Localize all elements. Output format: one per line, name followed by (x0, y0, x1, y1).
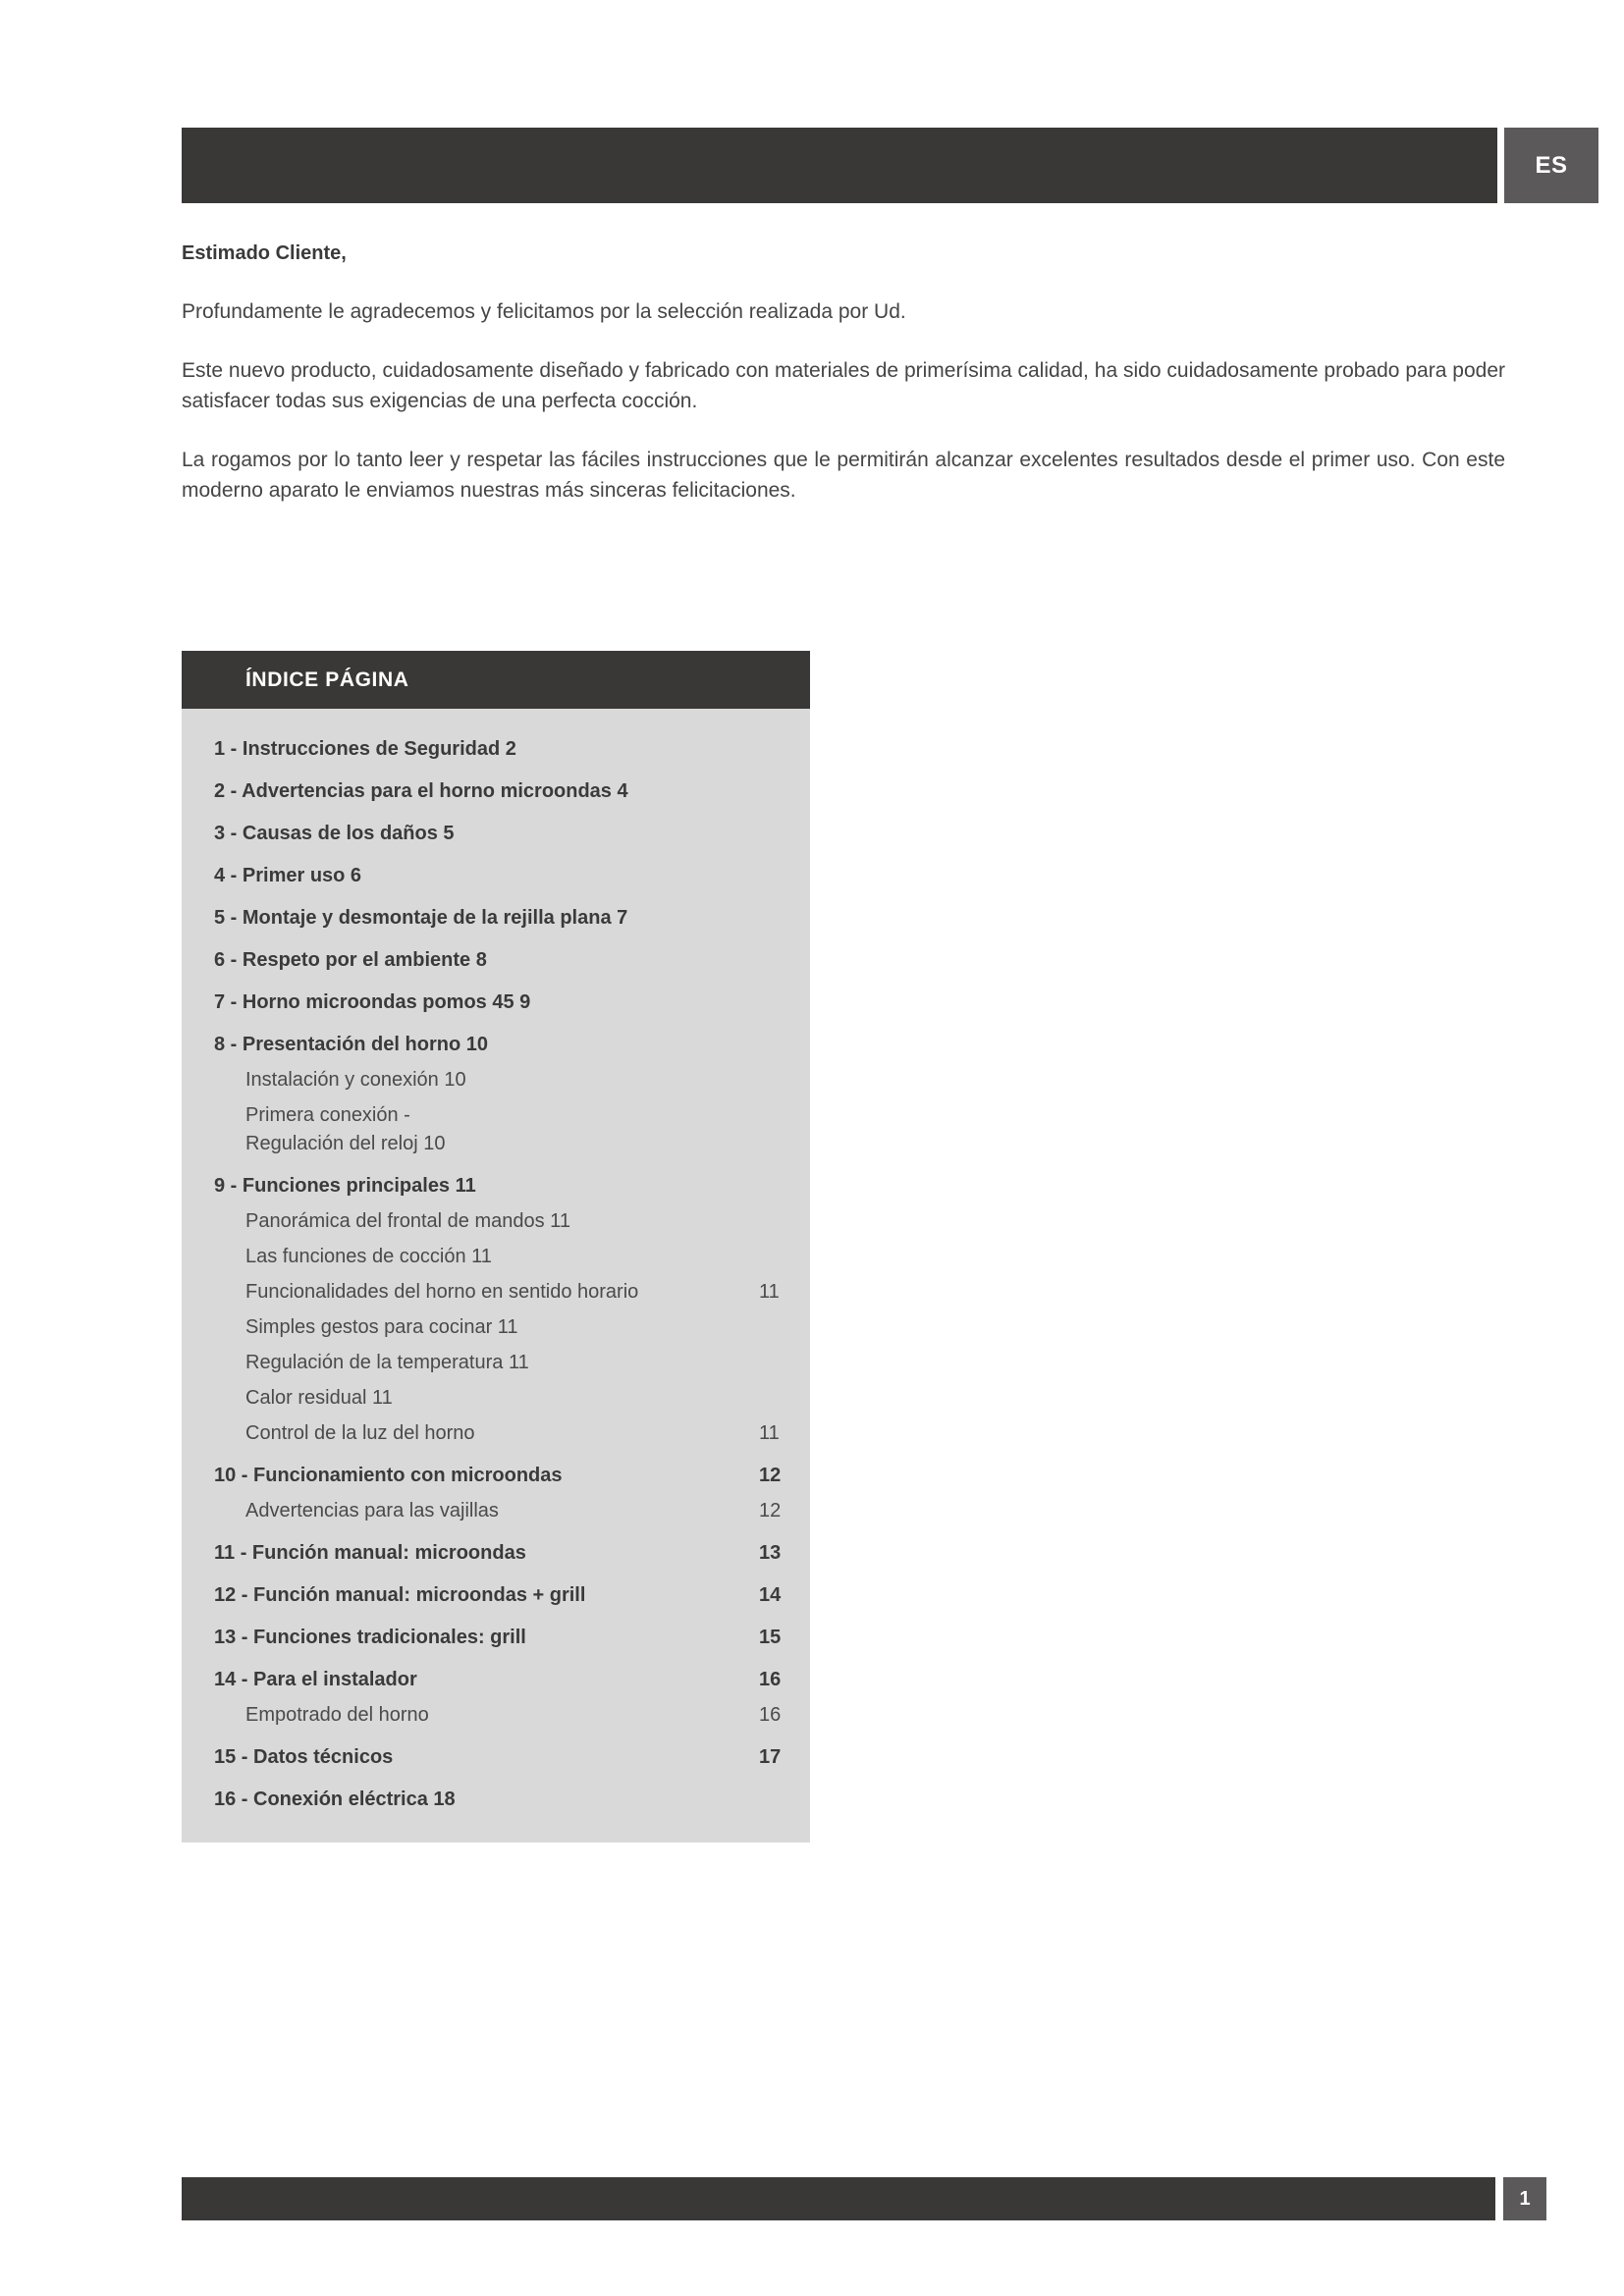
toc-item-label: 3 - Causas de los daños 5 (214, 823, 455, 844)
toc-item-page: 17 (759, 1746, 782, 1768)
toc-item-label: 7 - Horno microondas pomos 45 9 (214, 991, 531, 1013)
toc-item-label: Regulación de la temperatura 11 (245, 1352, 529, 1373)
intro-paragraph: Profundamente le agradecemos y felicitamos por la selección realizada por Ud. (182, 300, 906, 323)
toc-item-label: 1 - Instrucciones de Seguridad 2 (214, 738, 516, 760)
toc-item-label: 10 - Funcionamiento con microondas (214, 1465, 563, 1486)
toc-list (182, 709, 810, 1842)
toc-item (182, 1498, 810, 1524)
toc-item (182, 947, 810, 974)
toc-item-label: Calor residual 11 (245, 1387, 393, 1409)
toc-item (182, 1463, 810, 1489)
intro-section (182, 239, 1505, 534)
toc-item-page: 12 (759, 1465, 782, 1486)
toc-item-label: Simples gestos para cocinar 11 (245, 1316, 518, 1338)
toc-item (182, 821, 810, 847)
toc-item (182, 1420, 810, 1447)
toc-item (182, 1244, 810, 1270)
toc-item-label: Control de la luz del horno (245, 1422, 475, 1444)
toc-item (182, 905, 810, 932)
toc-item (182, 1625, 810, 1651)
footer-bar (182, 2177, 1495, 2220)
toc-item (182, 736, 810, 763)
toc-item-page: 16 (759, 1704, 782, 1726)
toc-item (182, 1173, 810, 1200)
toc-item-page: 16 (759, 1669, 782, 1690)
header-bar (182, 128, 1497, 203)
toc-item (182, 1067, 810, 1094)
toc-item (182, 989, 810, 1016)
page-number-badge (1503, 2177, 1546, 2220)
toc-item-label: 9 - Funciones principales 11 (214, 1175, 476, 1197)
page-number: 1 (1519, 2187, 1531, 2210)
toc-item-label: Advertencias para las vajillas (245, 1500, 499, 1522)
toc-item (182, 1131, 810, 1157)
toc-item-label: Regulación del reloj 10 (245, 1133, 446, 1154)
toc-item-label: 8 - Presentación del horno 10 (214, 1034, 488, 1055)
toc-item-label: 12 - Función manual: microondas + grill (214, 1584, 586, 1606)
toc-item-page: 11 (759, 1281, 780, 1303)
toc-item (182, 1314, 810, 1341)
toc-item (182, 1744, 810, 1771)
toc-item (182, 1540, 810, 1567)
toc-item (182, 1350, 810, 1376)
toc-item (182, 863, 810, 889)
salutation: Estimado Cliente, (182, 242, 347, 264)
toc-item-label: Empotrado del horno (245, 1704, 429, 1726)
toc-item-label: 14 - Para el instalador (214, 1669, 417, 1690)
toc-item (182, 1667, 810, 1693)
table-of-contents (182, 651, 810, 1842)
toc-item-label: 6 - Respeto por el ambiente 8 (214, 949, 487, 971)
toc-item-label: 5 - Montaje y desmontaje de la rejilla plana 7 (214, 907, 628, 929)
toc-item-label: Primera conexión - (245, 1104, 410, 1126)
language-badge (1504, 128, 1598, 203)
toc-item-label: 13 - Funciones tradicionales: grill (214, 1627, 526, 1648)
toc-item-label: Las funciones de cocción 11 (245, 1246, 492, 1267)
toc-item-label: Panorámica del frontal de mandos 11 (245, 1210, 570, 1232)
toc-item-page: 12 (759, 1500, 782, 1522)
toc-item-label: 2 - Advertencias para el horno microondas 4 (214, 780, 628, 802)
toc-item-label: 11 - Función manual: microondas (214, 1542, 526, 1564)
toc-item-page: 15 (759, 1627, 782, 1648)
toc-item (182, 1032, 810, 1058)
toc-item (182, 1279, 810, 1306)
toc-item (182, 1702, 810, 1729)
intro-paragraph: Este nuevo producto, cuidadosamente diseñado y fabricado con materiales de primerísima calidad, ha sido cuidadosamente probado para poder satisfacer todas sus exigencias de una perfecta cocción. (182, 359, 1505, 412)
toc-item-label: 15 - Datos técnicos (214, 1746, 394, 1768)
toc-item-page: 14 (759, 1584, 782, 1606)
intro-paragraph: La rogamos por lo tanto leer y respetar las fáciles instrucciones que le permitirán alcanzar excelentes resultados desde el primer uso. Con este moderno aparato le enviamos nuestras más sinceras felicitaciones. (182, 449, 1505, 502)
toc-item (182, 778, 810, 805)
toc-item-page: 11 (759, 1422, 780, 1444)
toc-header (182, 651, 810, 709)
toc-item-label: Instalación y conexión 10 (245, 1069, 466, 1091)
toc-item-label: 16 - Conexión eléctrica 18 (214, 1789, 456, 1810)
toc-item (182, 1102, 810, 1129)
toc-title: ÍNDICE PÁGINA (245, 667, 409, 691)
language-badge-label: ES (1535, 151, 1568, 179)
toc-item (182, 1208, 810, 1235)
toc-item (182, 1787, 810, 1813)
toc-item (182, 1582, 810, 1609)
toc-item-label: Funcionalidades del horno en sentido horario (245, 1281, 639, 1303)
toc-item-page: 13 (759, 1542, 782, 1564)
toc-item-label: 4 - Primer uso 6 (214, 865, 362, 886)
toc-item (182, 1385, 810, 1412)
